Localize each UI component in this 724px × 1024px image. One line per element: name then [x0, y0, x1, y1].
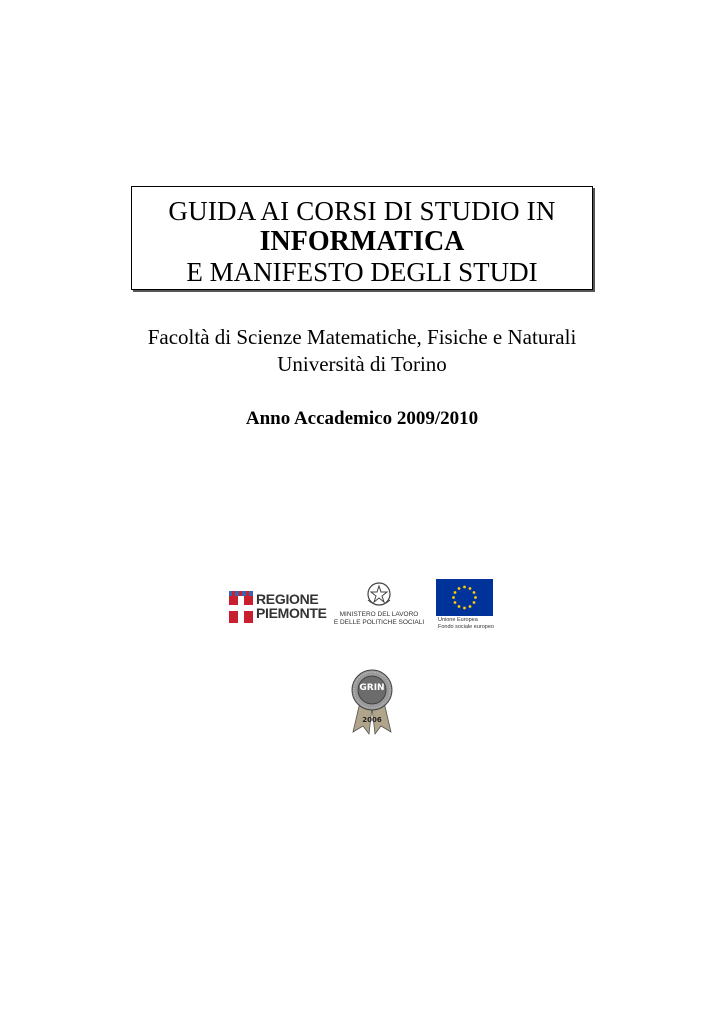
university-name: Università di Torino — [277, 352, 447, 376]
eu-logo — [436, 579, 508, 631]
title-line-2: INFORMATICA — [259, 226, 465, 257]
grin-badge-icon — [347, 668, 397, 738]
italian-emblem-icon — [364, 580, 394, 610]
regione-line-1: REGIONE — [256, 591, 319, 607]
ministero-line-1: MINISTERO DEL LAVORO — [339, 611, 419, 618]
eu-line-2: Fondo sociale europeo — [438, 623, 494, 630]
grin-logo — [347, 668, 397, 738]
ministero-line-2: E DELLE POLITICHE SOCIALI — [333, 619, 425, 626]
academic-year: Anno Accademico 2009/2010 — [245, 408, 479, 429]
title-line-1: GUIDA AI CORSI DI STUDIO IN — [168, 196, 556, 226]
eu-line-1: Unione Europea — [438, 617, 478, 623]
grin-label: GRIN — [359, 683, 385, 693]
eu-flag-icon — [436, 579, 493, 616]
piemonte-coat-of-arms-icon — [228, 591, 254, 625]
regione-piemonte-logo — [228, 590, 327, 626]
title-box — [131, 186, 593, 290]
faculty-name: Facoltà di Scienze Matematiche, Fisiche e Naturali — [147, 325, 577, 349]
grin-year: 2006 — [362, 716, 382, 724]
regione-line-2: PIEMONTE — [256, 605, 327, 621]
title-line-3: E MANIFESTO DEGLI STUDI — [186, 257, 538, 287]
ministero-logo — [333, 580, 423, 630]
